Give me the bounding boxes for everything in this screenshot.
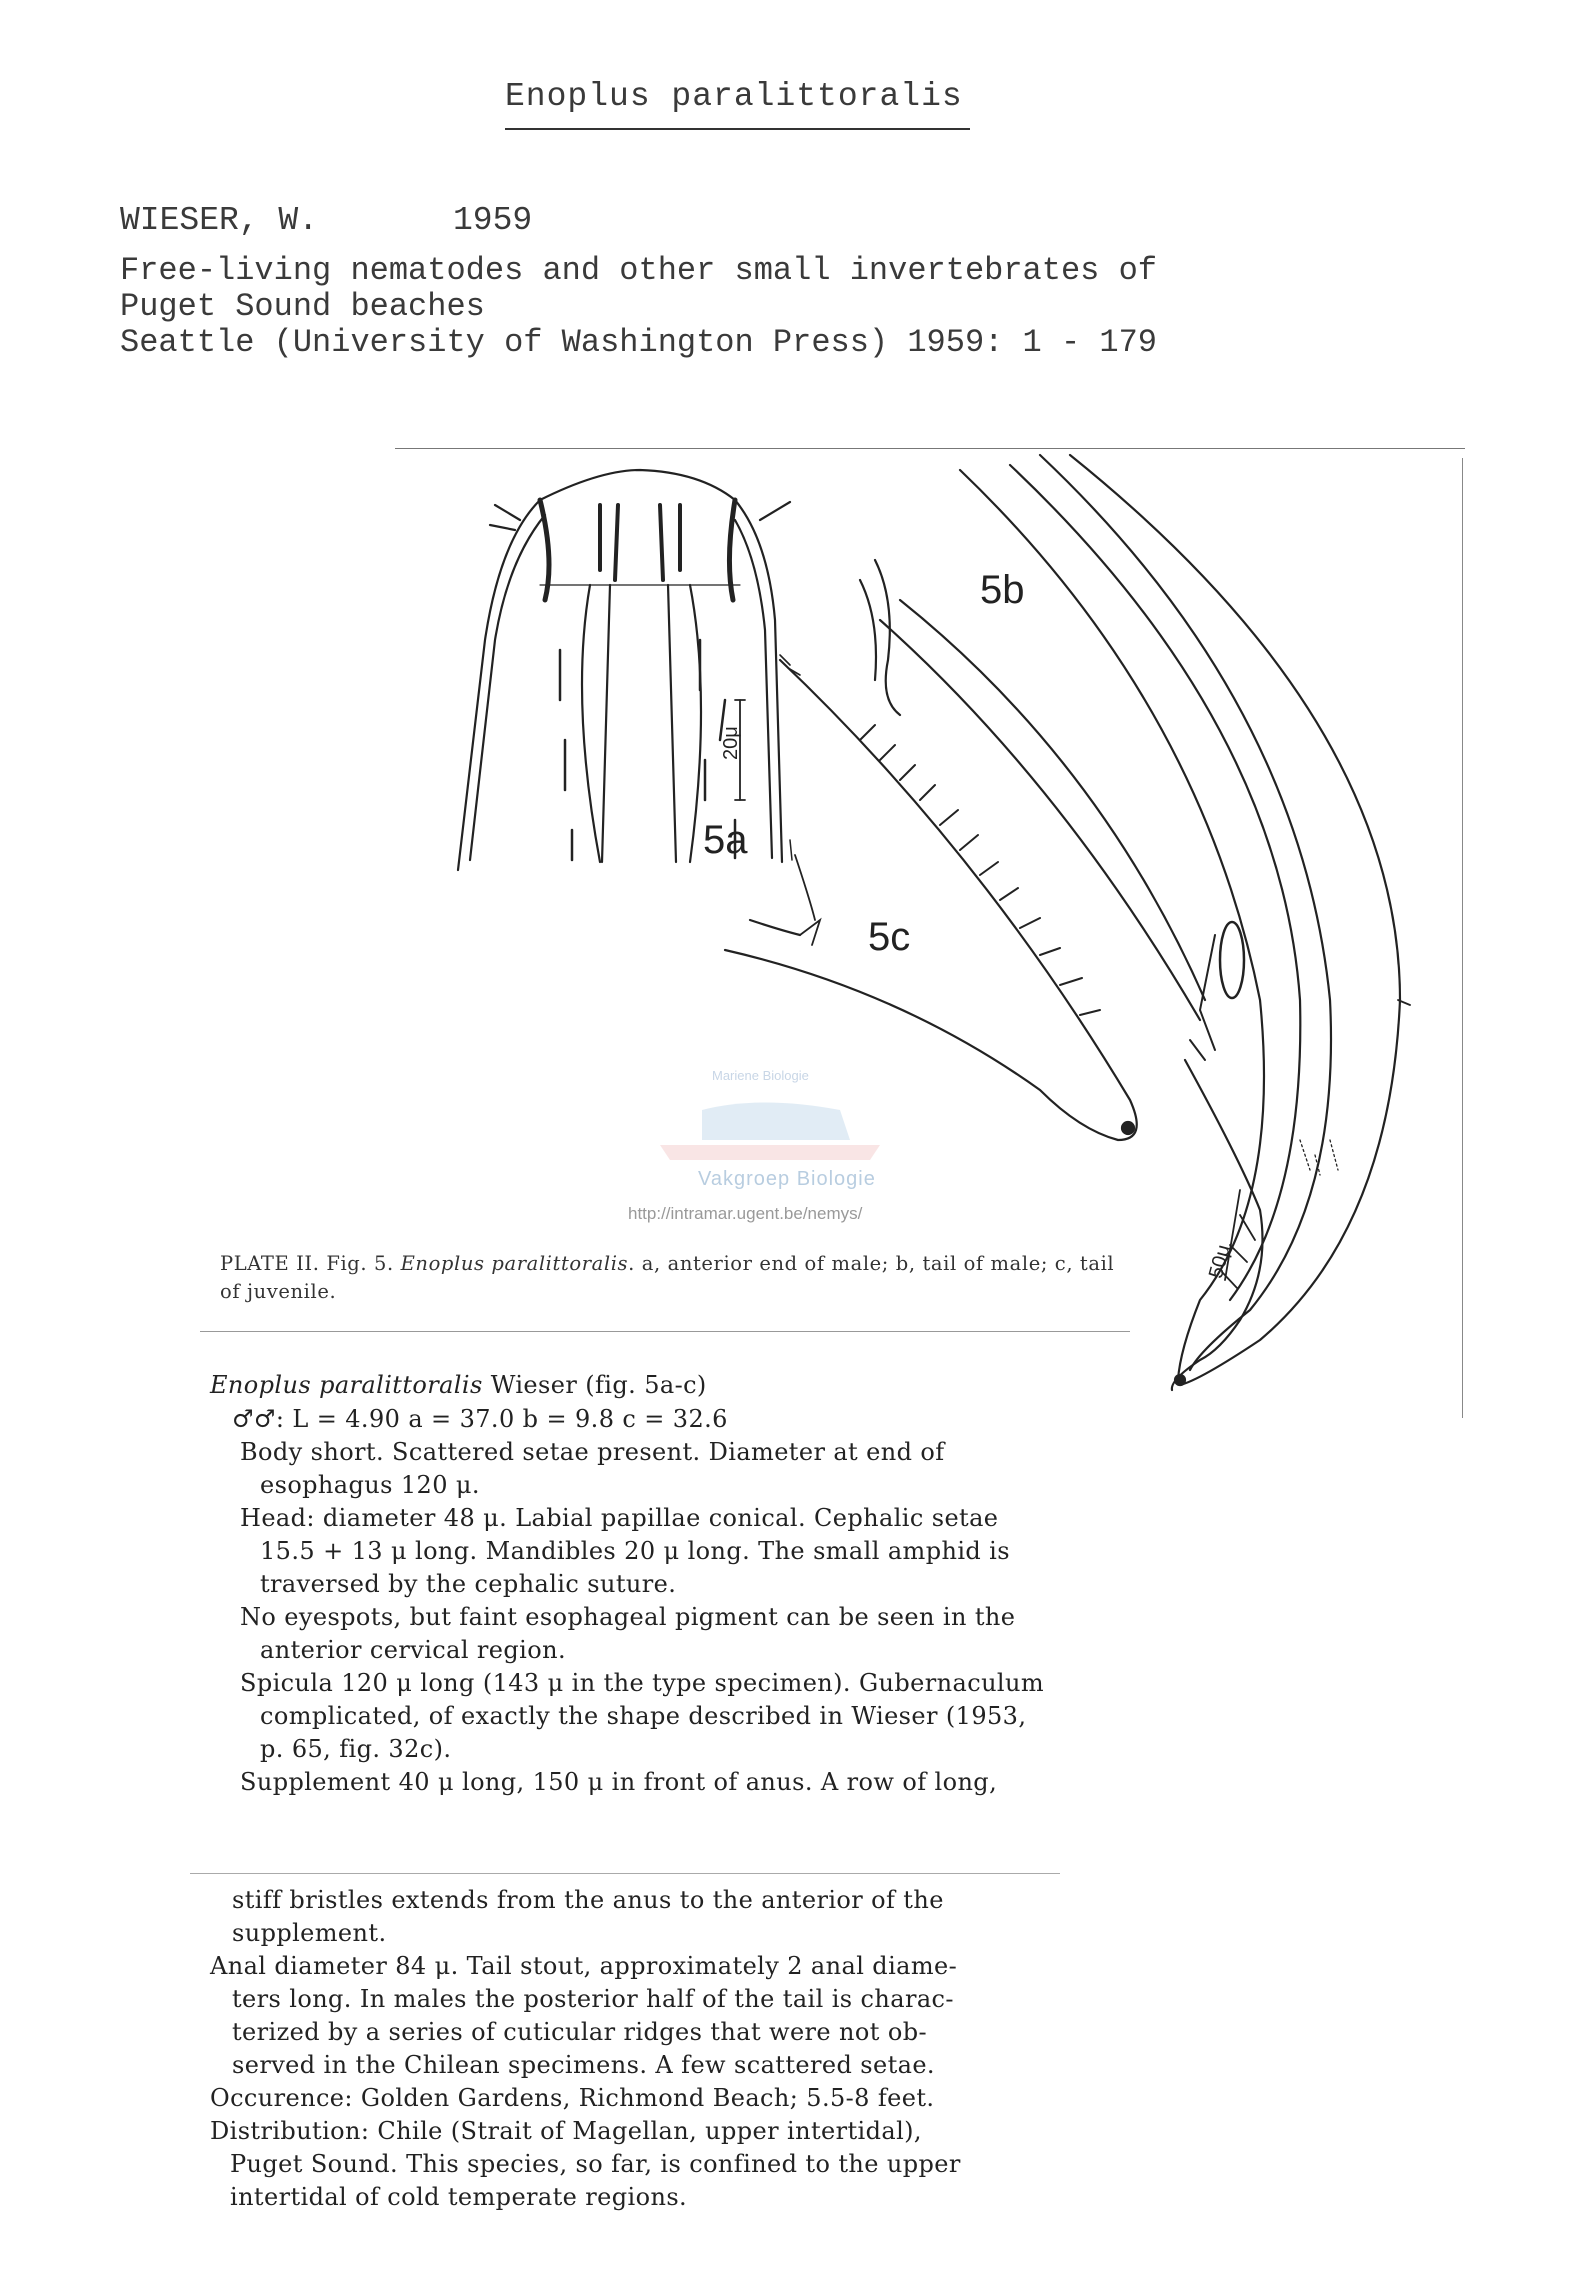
description-line: served in the Chilean specimens. A few scattered setae. — [232, 2051, 935, 2079]
description-line: Anal diameter 84 μ. Tail stout, approximately 2 anal diame- — [210, 1952, 958, 1980]
description-line: No eyespots, but faint esophageal pigment can be seen in the — [240, 1603, 1016, 1631]
publication-year: 1959 — [453, 202, 533, 239]
figure-caption — [220, 1250, 1120, 1306]
description-line: Spicula 120 μ long (143 μ in the type specimen). Gubernaculum — [240, 1669, 1045, 1697]
scale-bar-label-a: 20μ — [720, 726, 742, 760]
description-line: intertidal of cold temperate regions. — [230, 2183, 688, 2211]
watermark-logo — [660, 1103, 880, 1161]
caption-species: Enoplus paralittoralis — [400, 1252, 629, 1275]
figure-label-5c: 5c — [868, 915, 911, 959]
scale-bar-label-b: 50μ — [1205, 1242, 1235, 1281]
description-line: p. 65, fig. 32c). — [260, 1735, 452, 1763]
description-line: traversed by the cephalic suture. — [260, 1570, 677, 1598]
description-line: terized by a series of cuticular ridges that were not ob- — [232, 2018, 927, 2046]
measurement-line: ♂♂: L = 4.90 a = 37.0 b = 9.8 c = 32.6 — [232, 1405, 728, 1433]
watermark-organization: Vakgroep Biologie — [698, 1168, 876, 1190]
caption-prefix: PLATE II. Fig. 5. — [220, 1252, 401, 1275]
caption-rest: . a, anterior end of male; b, tail of male; c, tail of juvenile. — [220, 1252, 1115, 1303]
figure-label-5b: 5b — [980, 568, 1025, 612]
description-line: Head: diameter 48 μ. Labial papillae conical. Cephalic setae — [240, 1504, 999, 1532]
description-line: Supplement 40 μ long, 150 μ in front of anus. A row of long, — [240, 1768, 998, 1796]
description-line: ters long. In males the posterior half of the tail is charac- — [232, 1985, 954, 2013]
species-name: Enoplus paralittoralis — [210, 1371, 483, 1399]
description-line: anterior cervical region. — [260, 1636, 566, 1664]
page-break-rule — [190, 1873, 1060, 1874]
description-line: 15.5 + 13 μ long. Mandibles 20 μ long. The small amphid is — [260, 1537, 1010, 1565]
description-line: supplement. — [232, 1919, 387, 1947]
description-line: stiff bristles extends from the anus to the anterior of the — [232, 1886, 944, 1914]
document-title: Enoplus paralittoralis — [505, 78, 963, 115]
description-line: Distribution: Chile (Strait of Magellan, upper intertidal), — [210, 2117, 922, 2145]
watermark-arc-text: Mariene Biologie — [712, 1068, 809, 1083]
description-line: Body short. Scattered setae present. Diameter at end of — [240, 1438, 945, 1466]
reference-line: Puget Sound beaches — [120, 288, 485, 325]
figure-5a-anterior-end — [458, 470, 792, 870]
caption-rule — [200, 1331, 1130, 1332]
reference-line: Free-living nematodes and other small invertebrates of — [120, 252, 1157, 289]
watermark-url: http://intramar.ugent.be/nemys/ — [628, 1204, 863, 1223]
reference-line: Seattle (University of Washington Press) 1959: 1 - 179 — [120, 324, 1157, 361]
description-line: esophagus 120 μ. — [260, 1471, 480, 1499]
description-line: Puget Sound. This species, so far, is confined to the upper — [230, 2150, 961, 2178]
species-heading — [210, 1369, 707, 1402]
figure-label-5a: 5a — [703, 818, 748, 862]
species-authority: Wieser (fig. 5a-c) — [482, 1371, 707, 1399]
description-line: complicated, of exactly the shape described in Wieser (1953, — [260, 1702, 1027, 1730]
author: WIESER, W. — [120, 202, 319, 239]
description-line: Occurence: Golden Gardens, Richmond Beach; 5.5-8 feet. — [210, 2084, 935, 2112]
